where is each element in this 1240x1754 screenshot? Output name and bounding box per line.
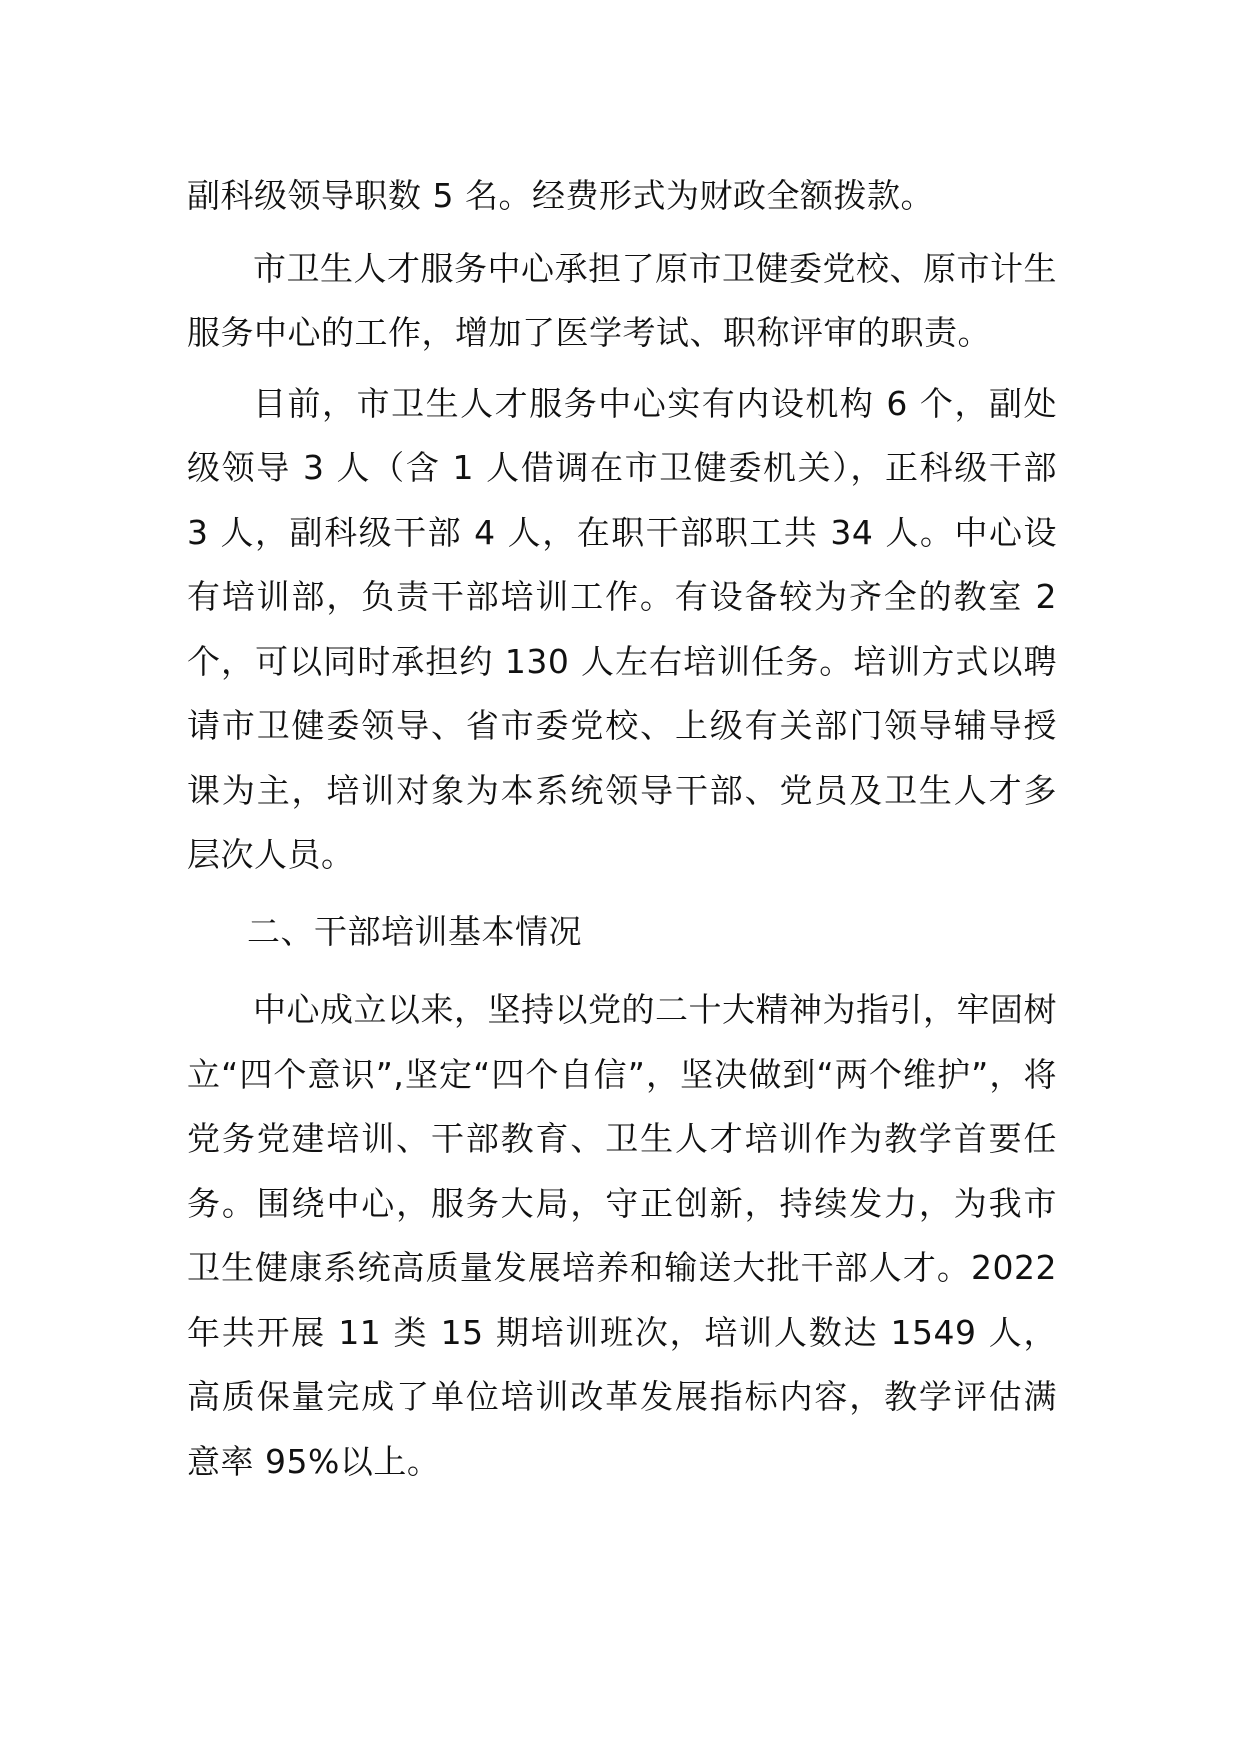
paragraph-staffing-funding: 副科级领导职数 5 名。经费形式为财政全额拨款。 [187, 176, 934, 215]
paragraph-current-status: 目前，市卫生人才服务中心实有内设机构 6 个，副处级领导 3 人（含 1 人借调在市卫健委机关），正科级干部 3 人，副科级干部 4 人，在职干部职工共 34 人。中心设有培训部，负责干部培训工作。有设备较为齐全的教室 2 个，可以同时承担约 130 人左右培训任务。培训方式以聘请市卫健委领导、省市委党校、上级有关部门领导辅导授课为主，培训对象为本系统领导干部、党员及卫生人才多层次人员。 [187, 383, 1057, 874]
paragraph-center-responsibilities: 市卫生人才服务中心承担了原市卫健委党校、原市计生服务中心的工作，增加了医学考试、职称评审的职责。 [187, 248, 1057, 352]
document-body [187, 164, 1057, 1494]
paragraph-training-achievements: 中心成立以来，坚持以党的二十大精神为指引，牢固树立“四个意识”,坚定“四个自信”，坚决做到“两个维护”，将党务党建培训、干部教育、卫生人才培训作为教学首要任务。围绕中心，服务大局，守正创新，持续发力，为我市卫生健康系统高质量发展培养和输送大批干部人才。2022 年共开展 11 类 15 期培训班次，培训人数达 1549 人，高质保量完成了单位培训改革发展指标内容，教学评估满意率 95%以上。 [187, 990, 1057, 1481]
section-heading-training-overview: 二、干部培训基本情况 [247, 911, 582, 951]
